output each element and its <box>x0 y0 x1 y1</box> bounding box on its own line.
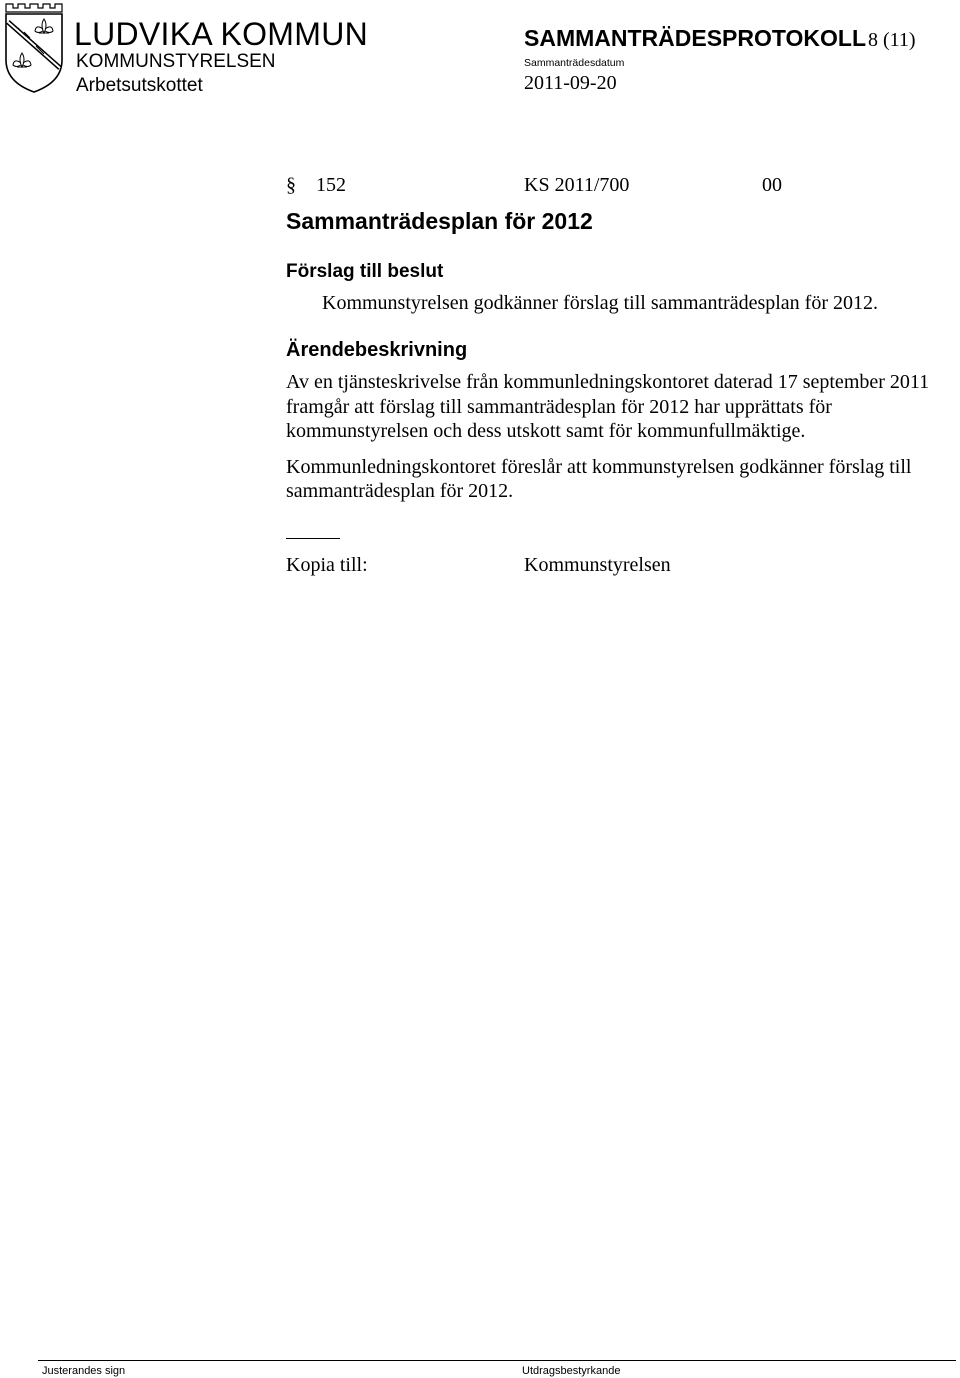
copy-label: Kopia till: <box>286 554 368 576</box>
separator-line <box>286 538 340 539</box>
org-unit: KOMMUNSTYRELSEN <box>76 51 276 72</box>
case-code: 00 <box>762 174 782 196</box>
proposal-heading: Förslag till beslut <box>286 261 444 282</box>
document-type: SAMMANTRÄDESPROTOKOLL <box>524 25 867 51</box>
description-paragraph: Av en tjänsteskrivelse från kommunledningskontoret daterad 17 september 2011 framgår att förslag till sammanträdesplan för 2012 har upprättats för kommunstyrelsen och dess utskott samt för kommunfullmäktige. <box>286 371 930 442</box>
description-body <box>286 370 950 515</box>
footer-signature-label: Justerandes sign <box>42 1365 126 1377</box>
date-label: Sammanträdesdatum <box>524 57 625 69</box>
org-name: LUDVIKA KOMMUN <box>74 16 369 52</box>
coat-of-arms-icon <box>2 2 66 94</box>
section-number: 152 <box>316 174 346 196</box>
meeting-date: 2011-09-20 <box>524 72 617 94</box>
description-paragraph: Kommunledningskontoret föreslår att kommunstyrelsen godkänner förslag till sammanträdesplan för 2012. <box>286 455 912 502</box>
description-heading: Ärendebeskrivning <box>286 339 468 361</box>
item-title: Sammanträdesplan för 2012 <box>286 208 593 234</box>
copy-recipient: Kommunstyrelsen <box>524 554 671 576</box>
proposal-text: Kommunstyrelsen godkänner förslag till sammanträdesplan för 2012. <box>322 292 878 314</box>
section-sign: § <box>286 174 296 196</box>
item-header-row <box>286 174 806 200</box>
committee-name: Arbetsutskottet <box>76 75 203 96</box>
case-number: KS 2011/700 <box>524 174 630 196</box>
footer-extract-label: Utdragsbestyrkande <box>522 1365 621 1377</box>
page-number: 8 (11) <box>868 29 916 51</box>
footer-divider <box>38 1360 956 1361</box>
